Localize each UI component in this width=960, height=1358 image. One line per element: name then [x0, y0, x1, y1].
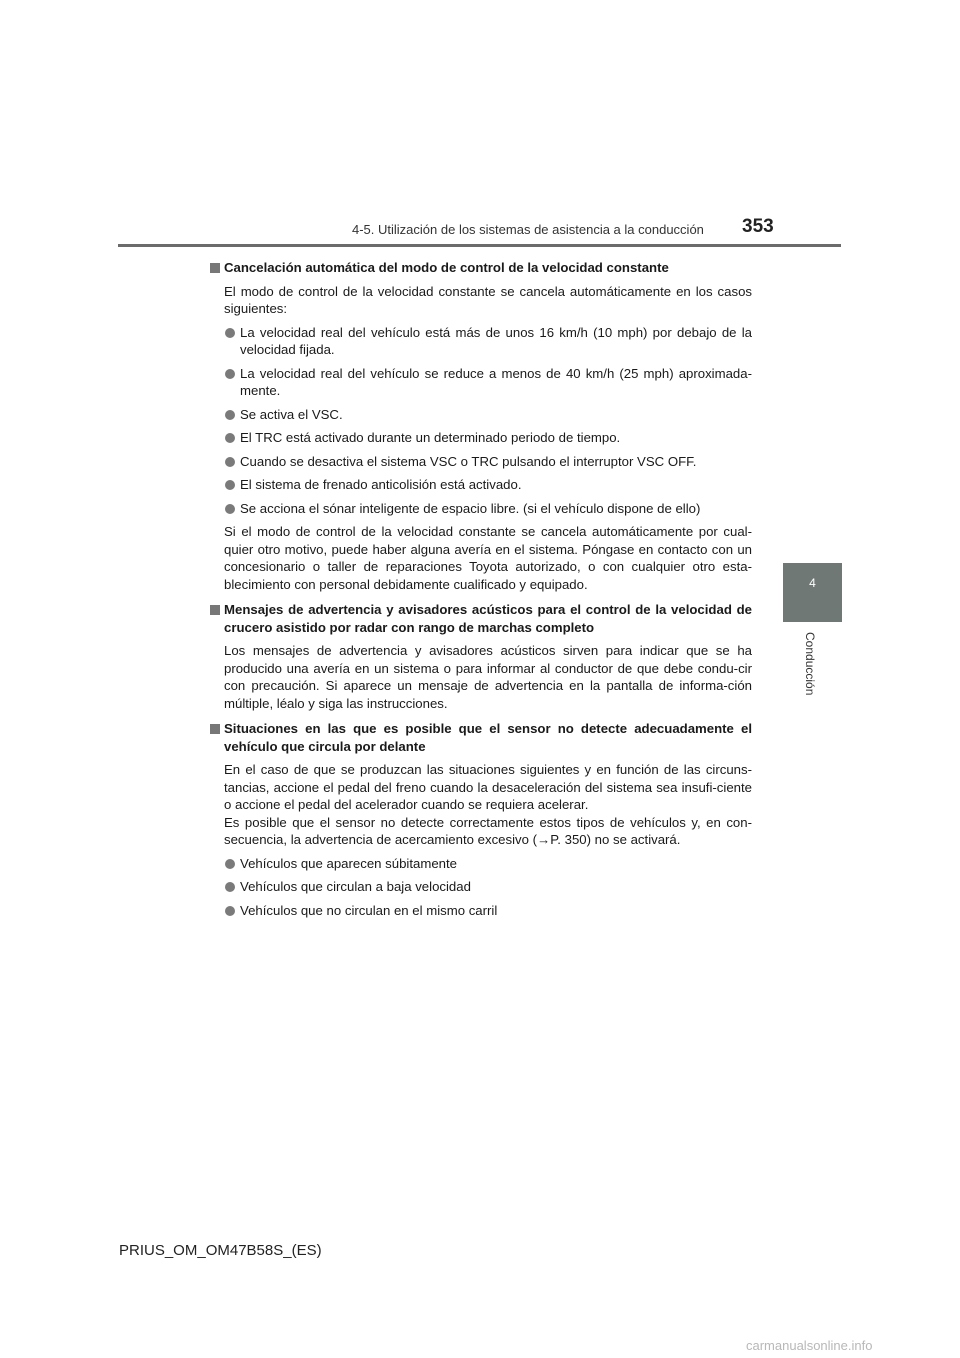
circle-bullet-icon	[225, 504, 235, 514]
section-heading-text: Cancelación automática del modo de control de la velocidad constante	[224, 260, 669, 275]
paragraph	[210, 761, 752, 849]
square-bullet-icon	[210, 263, 220, 273]
paragraph: Si el modo de control de la velocidad constante se cancela automáticamente por cual-quier otro motivo, puede haber alguna avería en el sistema. Póngase en contacto con un concesionario o taller de reparaciones Toyota autorizado, o con cualquier otro esta-blecimiento con personal debidamente cualificado y equipado.	[224, 524, 752, 592]
circle-bullet-icon	[225, 859, 235, 869]
section-heading-text: Mensajes de advertencia y avisadores acústicos para el control de la velocidad de crucero asistido por radar con rango de marchas completo	[224, 602, 752, 635]
list-item	[210, 365, 752, 400]
list-item	[210, 324, 752, 359]
list-item	[210, 855, 752, 873]
list-item-text: Vehículos que no circulan en el mismo carril	[240, 902, 498, 918]
section-title: 4-5. Utilización de los sistemas de asistencia a la conducción	[352, 222, 704, 237]
circle-bullet-icon	[225, 369, 235, 379]
list-item	[210, 429, 752, 447]
list-item-text: Cuando se desactiva el sistema VSC o TRC pulsando el interruptor VSC OFF.	[240, 453, 697, 469]
list-item-text: Se activa el VSC.	[240, 406, 343, 422]
circle-bullet-icon	[225, 433, 235, 443]
list-item	[210, 878, 752, 896]
section-heading	[210, 259, 752, 277]
list-item	[210, 500, 752, 518]
list-item-text: Vehículos que aparecen súbitamente	[240, 855, 458, 871]
list-item	[210, 406, 752, 424]
main-content	[210, 254, 752, 919]
paragraph-line: En el caso de que se produzcan las situaciones siguientes y en función de las circuns-tancias, accione el pedal del freno cuando la desaceleración del sistema sea insufi-ciente o accione el pedal del acelerador cuando se requiera acelerar.	[224, 762, 752, 812]
header-divider	[118, 244, 841, 247]
square-bullet-icon	[210, 605, 220, 615]
circle-bullet-icon	[225, 457, 235, 467]
list-item	[210, 476, 752, 494]
list-item-text: La velocidad real del vehículo se reduce a menos de 40 km/h (25 mph) aproximada-mente.	[240, 365, 752, 398]
circle-bullet-icon	[225, 328, 235, 338]
list-item-text: Se acciona el sónar inteligente de espacio libre. (si el vehículo dispone de ello)	[240, 500, 701, 516]
circle-bullet-icon	[225, 480, 235, 490]
circle-bullet-icon	[225, 410, 235, 420]
list-item-text: Vehículos que circulan a baja velocidad	[240, 879, 471, 894]
paragraph: Los mensajes de advertencia y avisadores acústicos sirven para indicar que se ha producido una avería en un sistema o para informar al conductor de que debe condu-cir con precaución. Si aparece un mensaje de advertencia en la pantalla de informa-ción múltiple, léalo y siga las instrucciones.	[224, 643, 752, 711]
list-item	[210, 902, 752, 920]
document-code: PRIUS_OM_OM47B58S_(ES)	[119, 1242, 322, 1259]
paragraph: El modo de control de la velocidad constante se cancela automáticamente en los casos siguientes:	[224, 283, 752, 316]
square-bullet-icon	[210, 724, 220, 734]
circle-bullet-icon	[225, 906, 235, 916]
circle-bullet-icon	[225, 882, 235, 892]
list-item	[210, 453, 752, 471]
list-item-text: El sistema de frenado anticolisión está activado.	[240, 477, 522, 492]
list-item-text: El TRC está activado durante un determinado periodo de tiempo.	[240, 430, 621, 445]
paragraph-line: Es posible que el sensor no detecte correctamente estos tipos de vehículos y, en con-secuencia, la advertencia de acercamiento excesivo (→P. 350) no se activará.	[224, 814, 752, 847]
section-heading	[210, 720, 752, 755]
section-heading-text: Situaciones en las que es posible que el sensor no detecte adecuadamente el vehículo que circula por delante	[224, 721, 752, 754]
chapter-label: Conducción	[803, 632, 817, 696]
list-item-text: La velocidad real del vehículo está más de unos 16 km/h (10 mph) por debajo de la velocidad fijada.	[240, 324, 752, 357]
watermark: carmanualsonline.info	[746, 1338, 873, 1353]
section-heading	[210, 601, 752, 636]
page-number: 353	[742, 216, 774, 237]
chapter-tab: 4	[783, 563, 842, 622]
